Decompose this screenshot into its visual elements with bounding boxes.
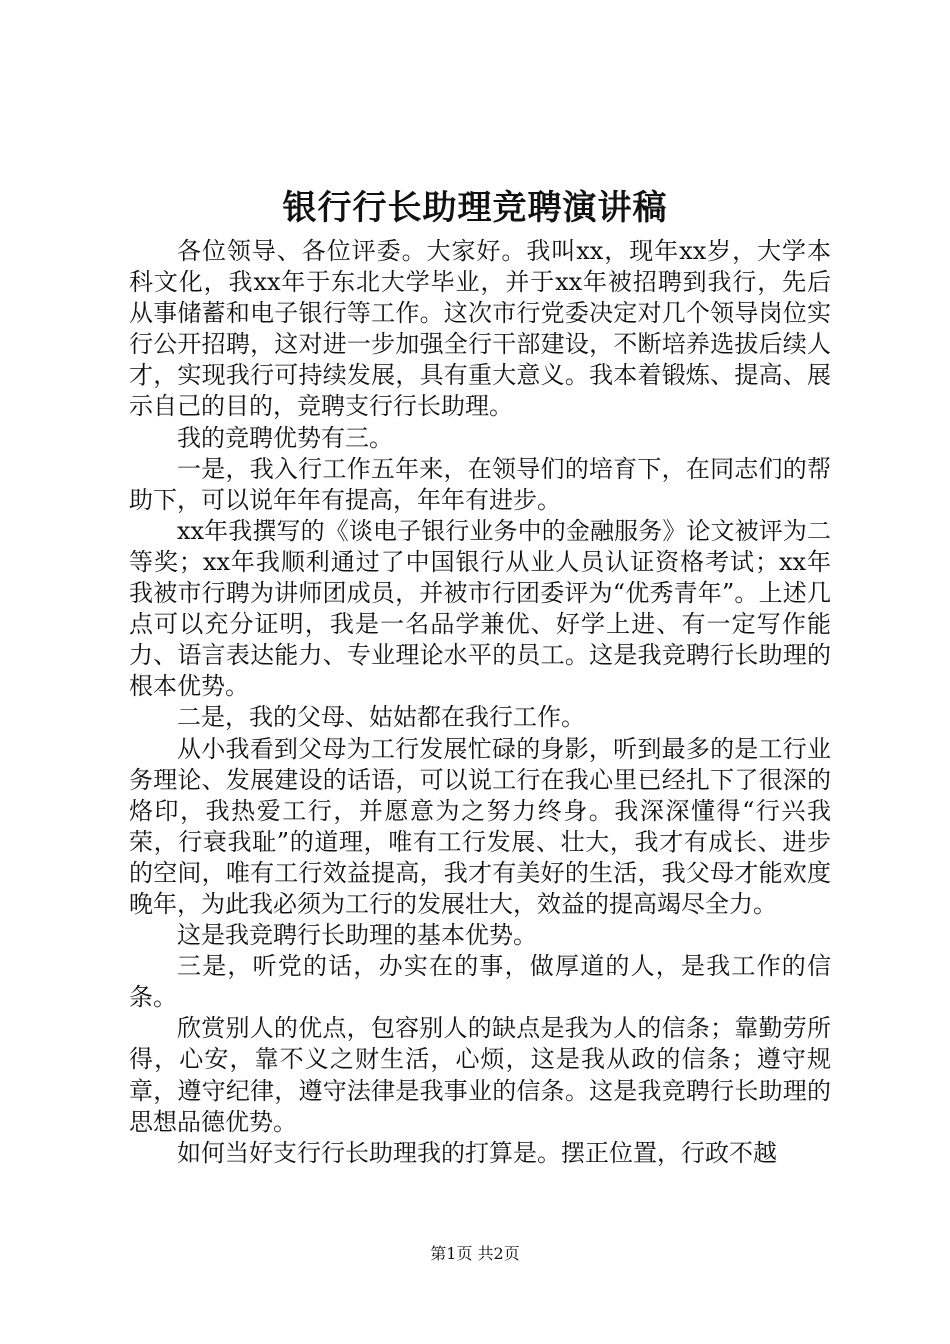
- paragraph: xx年我撰写的《谈电子银行业务中的金融服务》论文被评为二等奖；xx年我顺利通过了中国银行从业人员认证资格考试；xx年我被市行聘为讲师团成员，并被市行团委评为“优秀青年”。上述几点可以充分证明，我是一名品学兼优、好学上进、有一定写作能力、语言表达能力、专业理论水平的员工。这是我竞聘行长助理的根本优势。: [129, 516, 831, 701]
- paragraph: 三是，听党的话，办实在的事，做厚道的人，是我工作的信条。: [129, 952, 831, 1012]
- document-body: [129, 236, 831, 1169]
- paragraph: 欣赏别人的优点，包容别人的缺点是我为人的信条；靠勤劳所得，心安，靠不义之财生活，心烦，这是我从政的信条；遵守规章，遵守纪律，遵守法律是我事业的信条。这是我竞聘行长助理的思想品德优势。: [129, 1014, 831, 1136]
- page-footer: 第1页 共2页: [430, 1244, 520, 1263]
- paragraph: 一是，我入行工作五年来，在领导们的培育下，在同志们的帮助下，可以说年年有提高，年年有进步。: [129, 454, 831, 514]
- paragraph: 二是，我的父母、姑姑都在我行工作。: [177, 703, 585, 732]
- paragraph: 从小我看到父母为工行发展忙碌的身影，听到最多的是工行业务理论、发展建设的话语，可以说工行在我心里已经扎下了很深的烙印，我热爱工行，并愿意为之努力终身。我深深懂得“行兴我荣，行衰我耻”的道理，唯有工行发展、壮大，我才有成长、进步的空间，唯有工行效益提高，我才有美好的生活，我父母才能欢度晚年，为此我必须为工行的发展壮大，效益的提高竭尽全力。: [129, 734, 831, 918]
- paragraph: 如何当好支行行长助理我的打算是。摆正位置，行政不越: [177, 1138, 777, 1167]
- paragraph: 这是我竞聘行长助理的基本优势。: [177, 921, 537, 950]
- document-title: 银行行长助理竞聘演讲稿: [282, 188, 668, 228]
- paragraph: 我的竞聘优势有三。: [177, 423, 393, 452]
- paragraph: 各位领导、各位评委。大家好。我叫xx，现年xx岁，大学本科文化，我xx年于东北大学毕业，并于xx年被招聘到我行，先后从事储蓄和电子银行等工作。这次市行党委决定对几个领导岗位实行公开招聘，这对进一步加强全行干部建设，不断培养选拔后续人才，实现我行可持续发展，具有重大意义。我本着锻炼、提高、展示自己的目的，竞聘支行行长助理。: [129, 237, 831, 421]
